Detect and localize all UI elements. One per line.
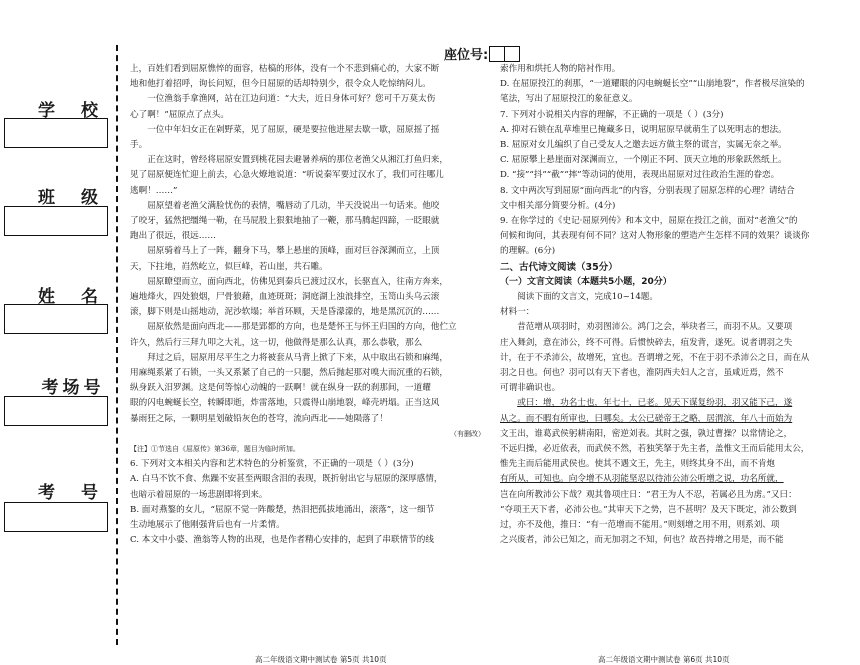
passage-line: 逃啊！……” (130, 185, 178, 196)
seat-label: 座位号: (444, 48, 489, 63)
classical-text-line: 有所从，可知也。向令增不从羽能坚忍以待沛公沛公听增之说，功名所就， (500, 474, 784, 485)
question-line: D. 在屈原投江的刹那，“一道耀眼的闪电蜿蜒长空”“山崩地裂”，作者极尽渲染的 (500, 79, 805, 90)
question-option: A. 白马不饮不食、焦躁不安甚至两眼含泪的表现，既折射出它与屈原的深厚感情， (130, 474, 443, 485)
classical-text-line: 岂在向所教沛公下哉？观其鲁项庄日：“君王为人不忍，若属必且为虏。”又曰： (500, 489, 797, 500)
question-8: 文中相关部分简要分析。(4分) (500, 200, 616, 211)
classical-text-line: 庄入舞剑，意在沛公，终不可得。后惯怏碎去，疽发背，遂死。说者谓羽之失 (500, 337, 793, 348)
name-field[interactable] (4, 304, 108, 334)
source-note: （有删改） (450, 429, 485, 438)
exam-room-label: 考场号 (41, 378, 105, 398)
class-label: 班 级 (38, 188, 108, 208)
seat-number (444, 44, 520, 63)
passage-line: 地和他打着招呼，询长问短，但今日屈原的话却特别少，很令众人吃惊纳闷儿。 (130, 79, 431, 90)
question-option: C. 屈原攀上悬崖面对深渊而立，一个刚正不阿、顶天立地的形象跃然纸上。 (500, 155, 787, 166)
classical-text-line: 从之。而不暇有所审也，曰哪矣。太公已磋帝王之略，居渭滨，年八十而始为 (500, 413, 793, 424)
question-line: 笔法，写出了屈原投江的象征意义。 (500, 94, 638, 105)
question-line: 索作用和烘托人物的陪衬作用。 (500, 64, 621, 74)
subsection-heading: （一）文言文阅读（本题共5小题，20分） (500, 276, 672, 287)
material-label: 材料一： (500, 307, 535, 318)
section-heading: 二、古代诗文阅读（35分） (500, 261, 618, 273)
question-option: D. “接”“抖”“截”“摔”等动词的使用，表现出屈原对过往政治生涯的眷恋。 (500, 170, 780, 181)
passage-line: 见了屈原便连忙迎上前去，心急火燎地说道：“听说秦军要过汉水了，我们可往哪儿 (130, 170, 444, 181)
classical-text-line: “夺项王天下者，必沛公也。”其审天下之势，岂不甚明？及天下既定，沛公数到 (500, 504, 797, 515)
question-9: 的理解。(6分) (500, 246, 556, 257)
passage-line: 许久，然后行三拜九叩之大礼，这一切，他做得是那么认真，那么恭敬，那么 (130, 337, 423, 348)
passage-line: 屈原骑着马上了一阵，翻身下马，攀上悬崖的顶峰，面对巨谷深渊而立，上顶 (147, 246, 440, 257)
seat-cell[interactable] (504, 46, 520, 62)
classical-text-line: 过，亦不及他，推曰：“有一范增而不能用。”则刻增之用不用，则系刘、项 (500, 520, 780, 531)
question-option: A. 抑对石锁在乱草堆里已掩藏多日，说明屈原早就萌生了以死明志的想法。 (500, 124, 787, 135)
page-5-footer: 高二年级语文期中测试卷 第5页 共10页 (255, 655, 387, 664)
passage-line: 遍地烽火，四处狼烟，尸骨狼藉，血迹斑斑；洞庭湖上浊浪排空，玉笥山头乌云滚 (130, 292, 440, 303)
passage-line: 天，下拄地，岿然屹立，似巨峰，若山崖，共石雕。 (130, 261, 328, 272)
name-label: 姓 名 (38, 287, 108, 307)
passage-line: 手。 (130, 140, 148, 151)
classical-text-line: 惟先主而后能用武侯也。使其不遇文王，先主，则终其身不出，而不肯炮 (500, 459, 776, 470)
passage-line: 屈原瞭望而立，面向西北，仿佛见到秦兵已渡过汉水，长驱直入，往南方奔来， (147, 276, 448, 287)
question-option: B. 面对燕鏊的女儿，“屈原不觉一阵酸楚，热泪把孤拔地涌出，滚落”，这一细节 (130, 504, 435, 515)
class-field[interactable] (4, 206, 108, 236)
binding-line (116, 45, 118, 645)
question-7-stem: 7. 下列对小说相关内容的理解，不正确的一项是（ ）(3分) (500, 109, 724, 120)
passage-line: 用麻绳系紧了石锁，一头又系紧了自己的一只腿，然后抛起那对嗅大而沉重的石锁， (130, 368, 448, 379)
classical-text-line: 或曰：增，功名士也，年七十，已老。见天下谋复纷羽，羽又能下己，遂 (517, 398, 793, 409)
passage-line: 滚，脚下则是山摇地动，泥沙软塌；举首环顾，天是昏濛濛的，地是黑沉沉的…… (130, 307, 440, 318)
passage-line: 纵身跃入汨罗渊。这是何等惊心动魄的一跃啊！就在纵身一跃的刹那间，一道耀 (130, 383, 431, 394)
passage-line: 一位中年妇女正在剁野菜，见了屈原，硬是要拉他进屋去歇一歇，屈原摇了摇 (147, 124, 440, 135)
school-label: 学 校 (38, 101, 108, 121)
passage-line: 屈原依然是面向西北——那是郢都的方向，也是楚怀王与怀王归国的方向，他伫立 (147, 322, 457, 333)
question-9: 何候和询问，其表现有何不同？这对人物形象的塑造产生怎样不同的效果？谈谈你 (500, 231, 810, 242)
passage-line: 眼的闪电蜿蜒长空，转瞬即逝，炸雷落地，只震得山崩地裂，峰壳坍塌。正当这风 (130, 398, 440, 409)
question-8: 8. 文中两次写到屈原“面向西北”的内容，分别表现了屈原怎样的心理？请结合 (500, 185, 795, 196)
exam-number-field[interactable] (4, 502, 108, 532)
exam-info-sidebar (0, 0, 120, 662)
question-option: C. 本文中小婆、渔翁等人物的出现，也是作者精心安排的，起到了串联情节的线 (130, 535, 434, 546)
classical-text-line: 之兴废者，沛公已知之，而无加羽之不知，何也？故吾持增之用是，而不能 (500, 535, 784, 546)
question-9: 9. 在你学过的《史记·屈原列传》和本文中，屈原在投江之前，面对“老渔父”的 (500, 216, 798, 227)
classical-text-line: 可谓非确识也。 (500, 383, 561, 394)
classical-text-line: 羽之日也。何也？羽可以有天下者也，淮阴西夫妇人之言，虽咸近焉，然不 (500, 368, 784, 379)
classical-text-line: 文王出，谁葛武侯躬耕南阳，密逆刘表。其时之强，孰过曹操？以常情论之， (500, 428, 793, 439)
question-6-stem: 6. 下列对文本相关内容和艺术特色的分析鉴赏，不正确的一项是（ ）(3分) (130, 459, 414, 470)
exam-room-field[interactable] (4, 396, 108, 426)
question-option: B. 屈原对女儿编织了自己受友人之邀去远方做主祭的谎言，实属无奈之举。 (500, 140, 787, 151)
passage-line: 正在这时，曾经将屈原安置到桃花园去避暑养病的那位老渔父从湘江打鱼归来， (147, 155, 448, 166)
annotation: 【注】①节选自《屈原传》第36章，题目为临时所加。 (130, 445, 300, 454)
question-option: 生动地展示了他刚强背后也有一片柔情。 (130, 520, 285, 531)
school-field[interactable] (4, 118, 108, 148)
passage-line: 屈原望着老渔父满脸忧伤的表情，嘴唇动了几动，半天没说出一句话来。他咬 (147, 200, 440, 211)
question-option: 也暗示着屈原的一场悲剧即将到来。 (130, 489, 268, 500)
passage-line: 拜过之后，屈原用尽平生之力将被套从马背上掀了下来，从中取出石锁和麻绳， (147, 352, 448, 363)
passage-line: 一位渔翁手拿渔网，站在江边问道：“大夫，近日身体可好？您可千万莫太伤 (147, 94, 436, 105)
instruction: 阅读下面的文言文，完成10~14题。 (517, 292, 658, 303)
classical-text-line: 不远归操，必近依表，而武侯不然，若独笑拏于先主者，盖惟文王而后能用太公， (500, 444, 810, 455)
page-5-column (130, 62, 485, 549)
classical-text-line: 昔范增从项羽时，劝羽图沛公。鸿门之会，举玦者三，而羽不从。又要项 (517, 322, 793, 333)
passage-line: 心了啊！”屈原点了点头。 (130, 109, 229, 120)
passage-line: 暴雨狂之际，一颗明星划破铅灰色的苍穹，流向西北——她陨落了！ (130, 413, 388, 424)
passage-line: 跑出了很远，很远…… (130, 231, 216, 242)
exam-number-label: 考 号 (38, 483, 108, 503)
passage-line: 了咬牙，猛然把缰绳一勒，在马屁股上狠狠地抽了一鞭，那马腾起四蹄，一眨眼就 (130, 216, 440, 227)
classical-text-line: 计，在于不杀沛公，故增死，宜也。吾谓增之死，不在于羽不杀沛公之日，而在从 (500, 352, 810, 363)
seat-cell[interactable] (489, 46, 505, 62)
page-6-footer: 高二年级语文期中测试卷 第6页 共10页 (598, 655, 730, 664)
page-6-column (500, 62, 845, 549)
seat-cells[interactable] (490, 46, 520, 62)
passage-line: 上，百姓们看到屈原憔悴的面容，枯槁的形体，没有一个不悲到痛心的，大家不断 (130, 64, 440, 74)
